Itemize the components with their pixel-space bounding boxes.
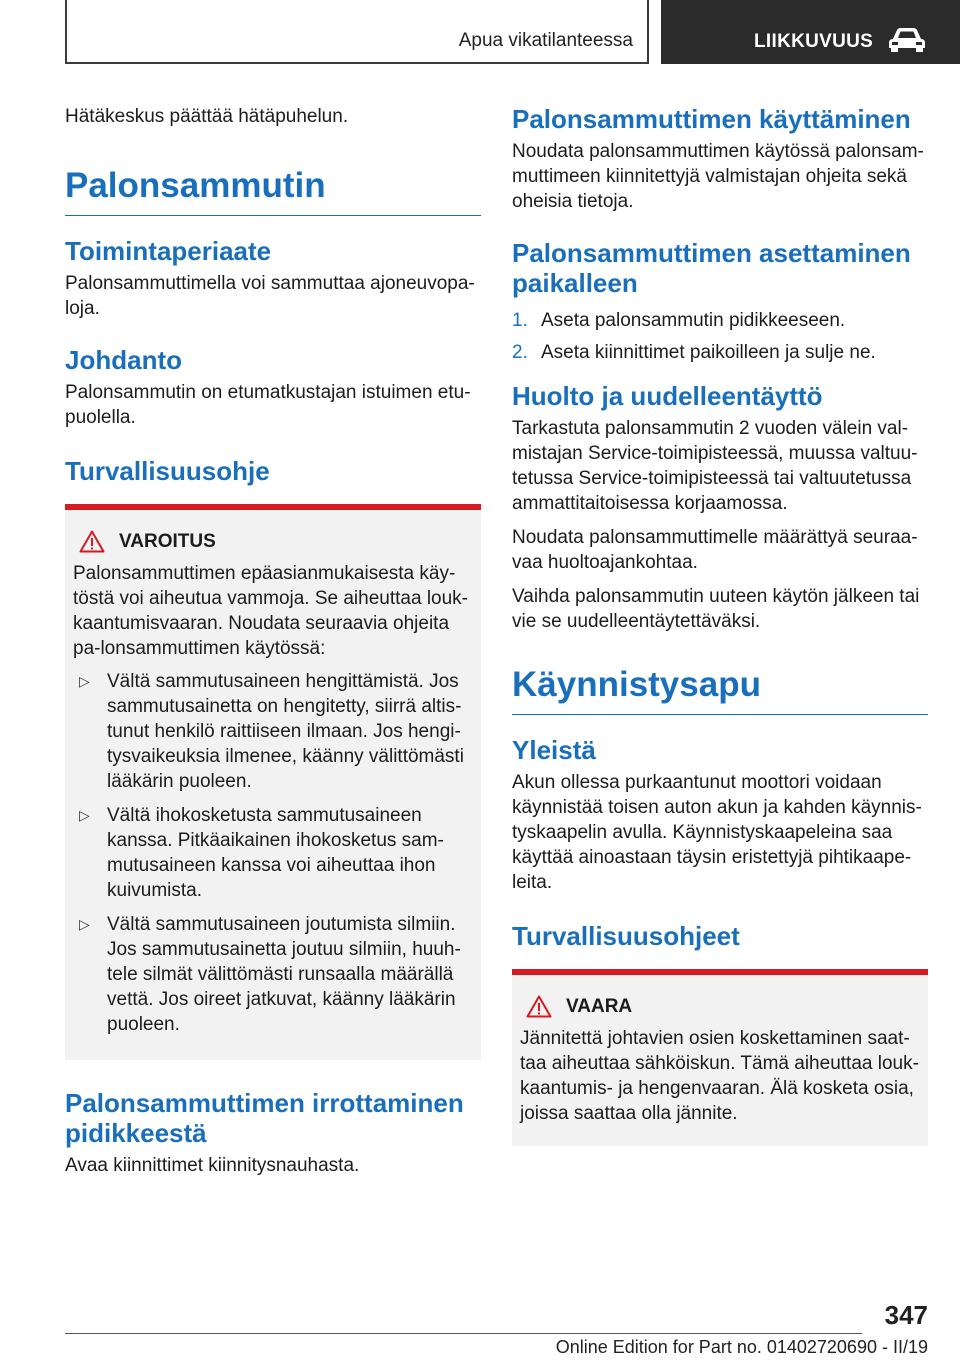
warning-title (73, 530, 473, 553)
step-number: 2. (512, 342, 528, 363)
danger-title (520, 995, 920, 1018)
general-text: Akun ollessa purkaantunut moottori voidaan käynnistää toisen auton akun ja kahden käynnis-tyskaapelin avulla. Käynnistyskaapeleina saa käyttää ainoastaan täysin eristettyjä pihtikaape-leita. (512, 772, 922, 893)
right-column (512, 104, 928, 1174)
service-text-2: Noudata palonsammuttimelle määrättyä seuraa-vaa huoltoajankohtaa. (512, 527, 918, 573)
triangle-bullet-icon: ▷ (79, 916, 90, 932)
list-item (512, 340, 928, 365)
footer-divider (65, 1333, 862, 1334)
car-icon (887, 27, 927, 53)
list-item (73, 803, 473, 903)
page-header (0, 0, 960, 66)
triangle-bullet-icon: ▷ (79, 673, 90, 689)
service-text-3: Vaihda palonsammutin uuteen käytön jälkeen tai vie se uudelleentäytettäväksi. (512, 586, 920, 632)
heading-introduction: Johdanto (65, 345, 182, 375)
main-heading-fire-extinguisher: Palonsammutin (65, 165, 481, 216)
principle-text: Palonsammuttimella voi sammuttaa ajoneuvopa-loja. (65, 273, 475, 319)
warning-triangle-icon (79, 530, 105, 553)
remove-text: Avaa kiinnittimet kiinnitysnauhasta. (65, 1155, 360, 1176)
heading-principle: Toimintaperiaate (65, 236, 272, 266)
step-text: Aseta kiinnittimet paikoilleen ja sulje ne. (541, 342, 876, 363)
introduction-text: Palonsammutin on etumatkustajan istuimen etu-puolella. (65, 382, 471, 428)
warning-box (65, 504, 481, 1060)
edition-text: Online Edition for Part no. 01402720690 - II/19 (555, 1337, 928, 1357)
heading-service: Huolto ja uudelleentäyttö (512, 381, 823, 411)
step-text: Aseta palonsammutin pidikkeeseen. (541, 310, 846, 331)
left-column (65, 104, 481, 1187)
heading-general: Yleistä (512, 735, 596, 765)
warning-triangle-icon (526, 995, 552, 1018)
danger-text: Jännitettä johtavien osien koskettaminen saat-taa aiheuttaa sähköiskun. Tämä aiheuttaa louk-kaantumis- ja hengenvaaran. Älä kosketa osia, joissa saattaa olla jännite. (520, 1028, 919, 1124)
use-text: Noudata palonsammuttimen käytössä palonsam-muttimeen kiinnitettyjä valmistajan ohjeita sekä oheisia tietoja. (512, 141, 924, 212)
heading-safety: Turvallisuusohje (65, 456, 270, 486)
main-heading-jump-start: Käynnistysapu (512, 664, 928, 715)
danger-box (512, 969, 928, 1146)
chapter-tab (661, 0, 960, 64)
page-footer (65, 1300, 928, 1362)
bullet-text: Vältä ihokosketusta sammutusaineen kanssa. Pitkäaikainen ihokosketus sam-mutusaineen kanssa voi aiheuttaa ihon kuivumista. (107, 805, 444, 901)
section-tab (65, 0, 649, 64)
triangle-bullet-icon: ▷ (79, 807, 90, 823)
bullet-text: Vältä sammutusaineen hengittämistä. Jos sammutusainetta on hengitetty, siirrä altis-tunut henkilö raittiiseen ilmaan. Jos hengi-tysvaikeuksia ilmenee, käänny välittömästi lääkärin puoleen. (107, 671, 464, 792)
intro-text: Hätäkeskus päättää hätäpuhelun. (65, 106, 349, 127)
list-item (73, 669, 473, 794)
list-item (73, 912, 473, 1037)
heading-safety-instructions: Turvallisuusohjeet (512, 921, 740, 951)
heading-use: Palonsammuttimen käyttäminen (512, 104, 911, 134)
danger-label: VAARA (566, 995, 633, 1017)
heading-remove: Palonsammuttimen irrottaminen pidikkeestä (65, 1088, 464, 1148)
warning-label: VAROITUS (119, 530, 216, 552)
place-steps (512, 308, 928, 365)
list-item (512, 308, 928, 333)
service-text-1: Tarkastuta palonsammutin 2 vuoden välein val-mistajan Service-toimipisteessä, muussa valtuu-tetussa Service-toimipisteessä tai valtuutetussa ammattitaitoisessa korjaamossa. (512, 418, 918, 514)
heading-place: Palonsammuttimen asettaminen paikalleen (512, 238, 911, 298)
step-number: 1. (512, 310, 528, 331)
warning-text: Palonsammuttimen epäasianmukaisesta käy-töstä voi aiheutua vammoja. Se aiheuttaa louk-kaantumisvaaran. Noudata seuraavia ohjeita pa-lonsammuttimen käytössä: (73, 563, 469, 659)
section-title: Apua vikatilanteessa (458, 30, 633, 51)
chapter-title: LIIKKUVUUS (754, 31, 874, 52)
page-number: 347 (884, 1300, 928, 1330)
warning-bullets (73, 669, 473, 1037)
bullet-text: Vältä sammutusaineen joutumista silmiin. Jos sammutusainetta joutuu silmiin, huuh-tele silmät välittömästi runsaalla määrällä vettä. Jos oireet jatkuvat, käänny lääkärin puoleen. (107, 914, 461, 1035)
